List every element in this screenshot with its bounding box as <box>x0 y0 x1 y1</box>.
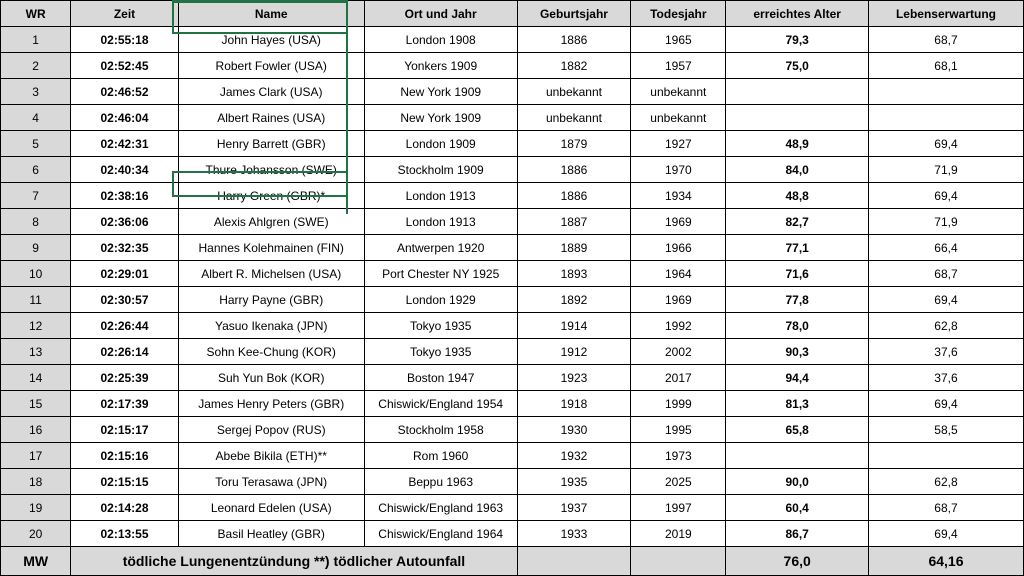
cell-todesjahr[interactable]: 2025 <box>631 469 726 495</box>
cell-alter[interactable] <box>726 105 869 131</box>
cell-wr[interactable]: 19 <box>1 495 71 521</box>
cell-todesjahr[interactable]: 1965 <box>631 27 726 53</box>
cell-wr[interactable]: 16 <box>1 417 71 443</box>
cell-lebenserwartung[interactable]: 69,4 <box>868 391 1023 417</box>
cell-geburtsjahr[interactable]: 1914 <box>517 313 631 339</box>
cell-alter[interactable]: 81,3 <box>726 391 869 417</box>
footer-label-mw[interactable]: MW <box>1 547 71 576</box>
table-row[interactable] <box>1 313 1024 339</box>
cell-lebenserwartung[interactable]: 62,8 <box>868 469 1023 495</box>
cell-name[interactable]: Alexis Ahlgren (SWE) <box>178 209 364 235</box>
table-row[interactable] <box>1 105 1024 131</box>
table-row[interactable] <box>1 417 1024 443</box>
cell-alter[interactable]: 84,0 <box>726 157 869 183</box>
cell-lebenserwartung[interactable]: 68,7 <box>868 495 1023 521</box>
table-row[interactable] <box>1 79 1024 105</box>
cell-zeit[interactable]: 02:15:17 <box>71 417 178 443</box>
cell-name[interactable]: Albert R. Michelsen (USA) <box>178 261 364 287</box>
cell-geburtsjahr[interactable]: 1923 <box>517 365 631 391</box>
cell-ort[interactable]: Rom 1960 <box>364 443 517 469</box>
cell-geburtsjahr[interactable]: unbekannt <box>517 79 631 105</box>
cell-wr[interactable]: 5 <box>1 131 71 157</box>
footer-note[interactable]: tödliche Lungenentzündung **) tödlicher Autounfall <box>71 547 517 576</box>
table-row[interactable] <box>1 235 1024 261</box>
cell-wr[interactable]: 15 <box>1 391 71 417</box>
cell-alter[interactable]: 48,9 <box>726 131 869 157</box>
cell-alter[interactable]: 90,3 <box>726 339 869 365</box>
cell-zeit[interactable]: 02:13:55 <box>71 521 178 547</box>
cell-ort[interactable]: London 1909 <box>364 131 517 157</box>
cell-geburtsjahr[interactable]: 1937 <box>517 495 631 521</box>
cell-lebenserwartung[interactable] <box>868 105 1023 131</box>
cell-name[interactable]: Sohn Kee-Chung (KOR) <box>178 339 364 365</box>
cell-wr[interactable]: 10 <box>1 261 71 287</box>
cell-wr[interactable]: 3 <box>1 79 71 105</box>
cell-name[interactable]: Hannes Kolehmainen (FIN) <box>178 235 364 261</box>
cell-ort[interactable]: New York 1909 <box>364 79 517 105</box>
table-row[interactable] <box>1 287 1024 313</box>
cell-lebenserwartung[interactable]: 68,7 <box>868 261 1023 287</box>
cell-alter[interactable]: 79,3 <box>726 27 869 53</box>
cell-geburtsjahr[interactable]: 1933 <box>517 521 631 547</box>
cell-geburtsjahr[interactable]: unbekannt <box>517 105 631 131</box>
cell-alter[interactable]: 90,0 <box>726 469 869 495</box>
cell-ort[interactable]: Stockholm 1958 <box>364 417 517 443</box>
cell-ort[interactable]: Yonkers 1909 <box>364 53 517 79</box>
table-body <box>1 27 1024 576</box>
column-header-ort-und-jahr[interactable]: Ort und Jahr <box>364 1 517 27</box>
cell-todesjahr[interactable]: 1997 <box>631 495 726 521</box>
cell-lebenserwartung[interactable] <box>868 443 1023 469</box>
cell-geburtsjahr[interactable]: 1886 <box>517 183 631 209</box>
cell-todesjahr[interactable]: unbekannt <box>631 105 726 131</box>
cell-wr[interactable]: 11 <box>1 287 71 313</box>
cell-name[interactable]: Basil Heatley (GBR) <box>178 521 364 547</box>
table-row[interactable] <box>1 209 1024 235</box>
cell-wr[interactable]: 14 <box>1 365 71 391</box>
table-row[interactable] <box>1 339 1024 365</box>
cell-lebenserwartung[interactable]: 37,6 <box>868 339 1023 365</box>
cell-ort[interactable]: Tokyo 1935 <box>364 313 517 339</box>
cell-todesjahr[interactable]: 2017 <box>631 365 726 391</box>
cell-ort[interactable]: New York 1909 <box>364 105 517 131</box>
cell-name[interactable]: Robert Fowler (USA) <box>178 53 364 79</box>
cell-name[interactable]: James Clark (USA) <box>178 79 364 105</box>
cell-alter[interactable]: 94,4 <box>726 365 869 391</box>
cell-ort[interactable]: Chiswick/England 1964 <box>364 521 517 547</box>
cell-name[interactable]: Abebe Bikila (ETH)** <box>178 443 364 469</box>
cell-lebenserwartung[interactable]: 66,4 <box>868 235 1023 261</box>
cell-wr[interactable]: 9 <box>1 235 71 261</box>
cell-zeit[interactable]: 02:46:52 <box>71 79 178 105</box>
table-row[interactable] <box>1 443 1024 469</box>
cell-alter[interactable]: 82,7 <box>726 209 869 235</box>
cell-todesjahr[interactable]: 1934 <box>631 183 726 209</box>
cell-ort[interactable]: London 1913 <box>364 183 517 209</box>
footer-geburtsjahr[interactable] <box>517 547 631 576</box>
cell-ort[interactable]: Tokyo 1935 <box>364 339 517 365</box>
column-header-zeit[interactable]: Zeit <box>71 1 178 27</box>
cell-todesjahr[interactable]: 2002 <box>631 339 726 365</box>
cell-wr[interactable]: 20 <box>1 521 71 547</box>
cell-alter[interactable] <box>726 79 869 105</box>
table-row[interactable] <box>1 469 1024 495</box>
cell-alter[interactable]: 86,7 <box>726 521 869 547</box>
cell-geburtsjahr[interactable]: 1882 <box>517 53 631 79</box>
cell-todesjahr[interactable]: 2019 <box>631 521 726 547</box>
footer-lebenserwartung[interactable]: 64,16 <box>868 547 1023 576</box>
cell-name[interactable]: Sergej Popov (RUS) <box>178 417 364 443</box>
table-row[interactable] <box>1 27 1024 53</box>
table-row[interactable] <box>1 495 1024 521</box>
cell-alter[interactable]: 78,0 <box>726 313 869 339</box>
cell-wr[interactable]: 1 <box>1 27 71 53</box>
cell-geburtsjahr[interactable]: 1889 <box>517 235 631 261</box>
cell-geburtsjahr[interactable]: 1879 <box>517 131 631 157</box>
cell-zeit[interactable]: 02:14:28 <box>71 495 178 521</box>
cell-geburtsjahr[interactable]: 1892 <box>517 287 631 313</box>
cell-ort[interactable]: London 1913 <box>364 209 517 235</box>
table-footer-row[interactable] <box>1 547 1024 576</box>
cell-todesjahr[interactable]: 1995 <box>631 417 726 443</box>
cell-todesjahr[interactable]: 1973 <box>631 443 726 469</box>
cell-zeit[interactable]: 02:26:44 <box>71 313 178 339</box>
cell-zeit[interactable]: 02:25:39 <box>71 365 178 391</box>
cell-lebenserwartung[interactable]: 69,4 <box>868 131 1023 157</box>
cell-todesjahr[interactable]: unbekannt <box>631 79 726 105</box>
cell-zeit[interactable]: 02:46:04 <box>71 105 178 131</box>
cell-todesjahr[interactable]: 1999 <box>631 391 726 417</box>
cell-name[interactable]: Toru Terasawa (JPN) <box>178 469 364 495</box>
cell-alter[interactable]: 65,8 <box>726 417 869 443</box>
cell-lebenserwartung[interactable]: 71,9 <box>868 157 1023 183</box>
cell-alter[interactable]: 77,8 <box>726 287 869 313</box>
cell-lebenserwartung[interactable]: 62,8 <box>868 313 1023 339</box>
cell-zeit[interactable]: 02:29:01 <box>71 261 178 287</box>
cell-zeit[interactable]: 02:15:16 <box>71 443 178 469</box>
footer-alter[interactable]: 76,0 <box>726 547 869 576</box>
column-header-todesjahr[interactable]: Todesjahr <box>631 1 726 27</box>
cell-todesjahr[interactable]: 1957 <box>631 53 726 79</box>
cell-lebenserwartung[interactable]: 68,1 <box>868 53 1023 79</box>
cell-zeit[interactable]: 02:32:35 <box>71 235 178 261</box>
table-header <box>1 1 1024 27</box>
cell-alter[interactable]: 48,8 <box>726 183 869 209</box>
cell-alter[interactable]: 77,1 <box>726 235 869 261</box>
cell-todesjahr[interactable]: 1966 <box>631 235 726 261</box>
cell-geburtsjahr[interactable]: 1932 <box>517 443 631 469</box>
cell-zeit[interactable]: 02:15:15 <box>71 469 178 495</box>
cell-ort[interactable]: Stockholm 1909 <box>364 157 517 183</box>
cell-geburtsjahr[interactable]: 1918 <box>517 391 631 417</box>
cell-zeit[interactable]: 02:26:14 <box>71 339 178 365</box>
column-header-wr[interactable]: WR <box>1 1 71 27</box>
cell-ort[interactable]: Boston 1947 <box>364 365 517 391</box>
cell-ort[interactable]: Beppu 1963 <box>364 469 517 495</box>
cell-zeit[interactable]: 02:30:57 <box>71 287 178 313</box>
cell-lebenserwartung[interactable]: 37,6 <box>868 365 1023 391</box>
cell-name[interactable]: James Henry Peters (GBR) <box>178 391 364 417</box>
table-row[interactable] <box>1 261 1024 287</box>
cell-zeit[interactable]: 02:52:45 <box>71 53 178 79</box>
cell-geburtsjahr[interactable]: 1886 <box>517 157 631 183</box>
cell-name[interactable]: Harry Payne (GBR) <box>178 287 364 313</box>
cell-todesjahr[interactable]: 1927 <box>631 131 726 157</box>
cell-geburtsjahr[interactable]: 1893 <box>517 261 631 287</box>
column-header-geburtsjahr[interactable]: Geburtsjahr <box>517 1 631 27</box>
cell-wr[interactable]: 7 <box>1 183 71 209</box>
cell-ort[interactable]: Antwerpen 1920 <box>364 235 517 261</box>
column-header-erreichtes-alter[interactable]: erreichtes Alter <box>726 1 869 27</box>
cell-alter[interactable] <box>726 443 869 469</box>
cell-zeit[interactable]: 02:17:39 <box>71 391 178 417</box>
cell-geburtsjahr[interactable]: 1886 <box>517 27 631 53</box>
cell-zeit[interactable]: 02:55:18 <box>71 27 178 53</box>
table-row[interactable] <box>1 521 1024 547</box>
cell-lebenserwartung[interactable]: 69,4 <box>868 183 1023 209</box>
cell-ort[interactable]: Port Chester NY 1925 <box>364 261 517 287</box>
cell-zeit[interactable]: 02:36:06 <box>71 209 178 235</box>
cell-name[interactable]: Albert Raines (USA) <box>178 105 364 131</box>
cell-wr[interactable]: 13 <box>1 339 71 365</box>
cell-todesjahr[interactable]: 1992 <box>631 313 726 339</box>
cell-geburtsjahr[interactable]: 1935 <box>517 469 631 495</box>
cell-ort[interactable]: Chiswick/England 1954 <box>364 391 517 417</box>
cell-alter[interactable]: 71,6 <box>726 261 869 287</box>
cell-lebenserwartung[interactable]: 68,7 <box>868 27 1023 53</box>
column-header-lebenserwartung[interactable]: Lebenserwartung <box>868 1 1023 27</box>
cell-todesjahr[interactable]: 1969 <box>631 287 726 313</box>
cell-lebenserwartung[interactable]: 69,4 <box>868 287 1023 313</box>
cell-ort[interactable]: London 1929 <box>364 287 517 313</box>
cell-lebenserwartung[interactable]: 69,4 <box>868 521 1023 547</box>
cell-lebenserwartung[interactable] <box>868 79 1023 105</box>
cell-wr[interactable]: 12 <box>1 313 71 339</box>
cell-name[interactable]: Harry Green (GBR)* <box>178 183 364 209</box>
cell-name[interactable]: Henry Barrett (GBR) <box>178 131 364 157</box>
cell-zeit[interactable]: 02:40:34 <box>71 157 178 183</box>
footer-todesjahr[interactable] <box>631 547 726 576</box>
table-row[interactable] <box>1 365 1024 391</box>
table-row[interactable] <box>1 131 1024 157</box>
table-row[interactable] <box>1 183 1024 209</box>
cell-wr[interactable]: 2 <box>1 53 71 79</box>
cell-name[interactable]: Yasuo Ikenaka (JPN) <box>178 313 364 339</box>
cell-wr[interactable]: 4 <box>1 105 71 131</box>
cell-lebenserwartung[interactable]: 58,5 <box>868 417 1023 443</box>
cell-todesjahr[interactable]: 1970 <box>631 157 726 183</box>
cell-zeit[interactable]: 02:42:31 <box>71 131 178 157</box>
cell-ort[interactable]: Chiswick/England 1963 <box>364 495 517 521</box>
cell-lebenserwartung[interactable]: 71,9 <box>868 209 1023 235</box>
cell-name[interactable]: Leonard Edelen (USA) <box>178 495 364 521</box>
cell-name[interactable]: Thure Johansson (SWE) <box>178 157 364 183</box>
cell-name[interactable]: Suh Yun Bok (KOR) <box>178 365 364 391</box>
cell-geburtsjahr[interactable]: 1887 <box>517 209 631 235</box>
cell-alter[interactable]: 75,0 <box>726 53 869 79</box>
cell-geburtsjahr[interactable]: 1930 <box>517 417 631 443</box>
table-row[interactable] <box>1 157 1024 183</box>
cell-geburtsjahr[interactable]: 1912 <box>517 339 631 365</box>
cell-alter[interactable]: 60,4 <box>726 495 869 521</box>
cell-todesjahr[interactable]: 1969 <box>631 209 726 235</box>
column-header-name[interactable]: Name <box>178 1 364 27</box>
cell-wr[interactable]: 6 <box>1 157 71 183</box>
cell-wr[interactable]: 17 <box>1 443 71 469</box>
cell-ort[interactable]: London 1908 <box>364 27 517 53</box>
header-row <box>1 1 1024 27</box>
cell-name[interactable]: John Hayes (USA) <box>178 27 364 53</box>
cell-todesjahr[interactable]: 1964 <box>631 261 726 287</box>
cell-wr[interactable]: 18 <box>1 469 71 495</box>
table-row[interactable] <box>1 391 1024 417</box>
cell-zeit[interactable]: 02:38:16 <box>71 183 178 209</box>
cell-wr[interactable]: 8 <box>1 209 71 235</box>
table-row[interactable] <box>1 53 1024 79</box>
